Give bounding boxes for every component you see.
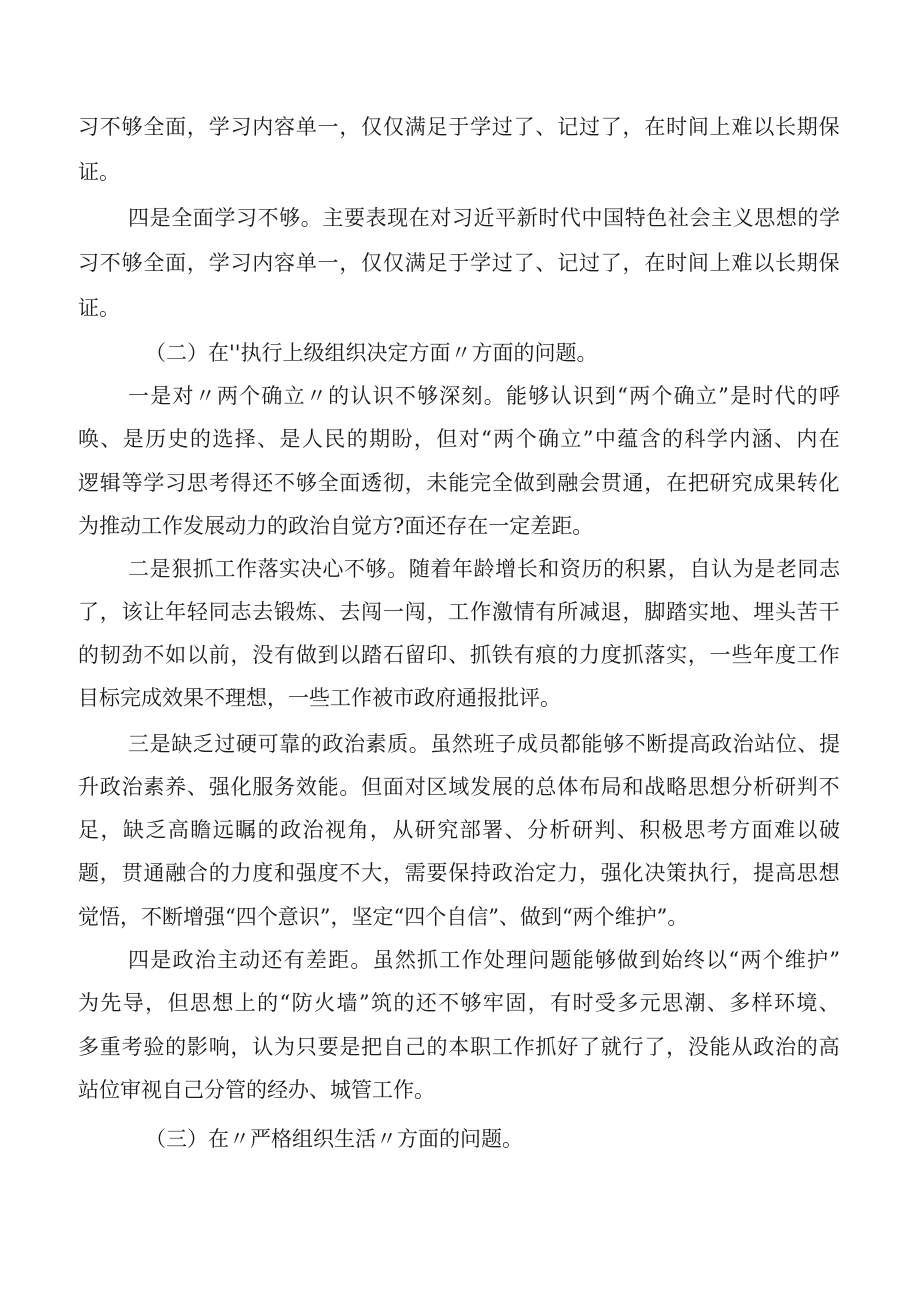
paragraph-line: 为 先 导 ， 但 思 想 上 的 “ 防 火 墙 ” 筑 的 还 不 够 牢 固 ， 有 时 受 多 元 思 潮 、 多 样 环 境 、 <box>78 991 840 1015</box>
paragraph-line: 题 ， 贯 通 融 合 的 力 度 和 强 度 不 大 ， 需 要 保 持 政 治 定 力 ， 强 化 决 策 执 行 ， 提 高 思 想 <box>78 861 840 885</box>
section-heading: （三）在〃严格组织生活〃方面的问题。 <box>145 1127 523 1151</box>
paragraph-line: 多 重 考 验 的 影 响 ， 认 为 只 要 是 把 自 己 的 本 职 工 作 抓 好 了 就 行 了 ， 没 能 从 政 治 的 高 <box>78 1035 840 1059</box>
paragraph-line: 四 是 全 面 学 习 不 够 。 主 要 表 现 在 对 习 近 平 新 时 代 中 国 特 色 社 会 主 义 思 想 的 学 <box>128 206 840 230</box>
paragraph-line: 目标完成效果不理想，一些工作被市政府通报批评。 <box>78 686 561 710</box>
paragraph-line: 一 是 对 〃 两 个 确 立 〃 的 认 识 不 够 深 刻 。 能 够 认 识 到 “ 两 个 确 立 ” 是 时 代 的 呼 <box>128 384 840 408</box>
paragraph-line: 升 政 治 素 养 、 强 化 服 务 效 能 。 但 面 对 区 域 发 展 的 总 体 布 局 和 战 略 思 想 分 析 研 判 不 <box>78 775 840 799</box>
paragraph-line: 四 是 政 治 主 动 还 有 差 距 。 虽 然 抓 工 作 处 理 问 题 能 够 做 到 始 终 以 “ 两 个 维 护 ” <box>128 948 840 972</box>
paragraph-line: 为推动工作发展动力的政治自觉方?面还存在一定差距。 <box>78 514 594 538</box>
paragraph-line: 习 不 够 全 面 ， 学 习 内 容 单 一 ， 仅 仅 满 足 于 学 过 了 、 记 过 了 ， 在 时 间 上 难 以 长 期 保 <box>78 251 840 275</box>
paragraph-line: 习 不 够 全 面 ， 学 习 内 容 单 一 ， 仅 仅 满 足 于 学 过 了 、 记 过 了 ， 在 时 间 上 难 以 长 期 保 <box>78 115 840 139</box>
paragraph-line: 的 韧 劲 不 如 以 前 ， 没 有 做 到 以 踏 石 留 印 、 抓 铁 有 痕 的 力 度 抓 落 实 ， 一 些 年 度 工 作 <box>78 643 840 667</box>
paragraph-line: 证。 <box>78 296 120 320</box>
paragraph-line: 逻 辑 等 学 习 思 考 得 还 不 够 全 面 透 彻 ， 未 能 完 全 做 到 融 会 贯 通 ， 在 把 研 究 成 果 转 化 <box>78 471 840 495</box>
paragraph-line: 三 是 缺 乏 过 硬 可 靠 的 政 治 素 质 。 虽 然 班 子 成 员 都 能 够 不 断 提 高 政 治 站 位 、 提 <box>128 732 840 756</box>
section-heading: （二）在''执行上级组织决定方面〃方面的问题。 <box>145 341 598 365</box>
paragraph-line: 唤 、 是 历 史 的 选 择 、 是 人 民 的 期 盼 ， 但 对 “ 两 个 确 立 ” 中 蕴 含 的 科 学 内 涵 、 内 在 <box>78 427 840 451</box>
paragraph-line: 证。 <box>78 160 120 184</box>
paragraph-line: 觉悟，不断增强“四个意识”，坚定“四个自信”、做到“两个维护”。 <box>78 905 689 929</box>
paragraph-line: 站位审视自己分管的经办、城管工作。 <box>78 1078 435 1102</box>
paragraph-line: 二 是 狠 抓 工 作 落 实 决 心 不 够 。 随 着 年 龄 增 长 和 资 历 的 积 累 ， 自 认 为 是 老 同 志 <box>128 557 840 581</box>
paragraph-line: 了 ， 该 让 年 轻 同 志 去 锻 炼 、 去 闯 一 闯 ， 工 作 激 情 有 所 减 退 ， 脚 踏 实 地 、 埋 头 苦 干 <box>78 600 840 624</box>
paragraph-line: 足 ， 缺 乏 高 瞻 远 瞩 的 政 治 视 角 ， 从 研 究 部 署 、 分 析 研 判 、 积 极 思 考 方 面 难 以 破 <box>78 818 840 842</box>
